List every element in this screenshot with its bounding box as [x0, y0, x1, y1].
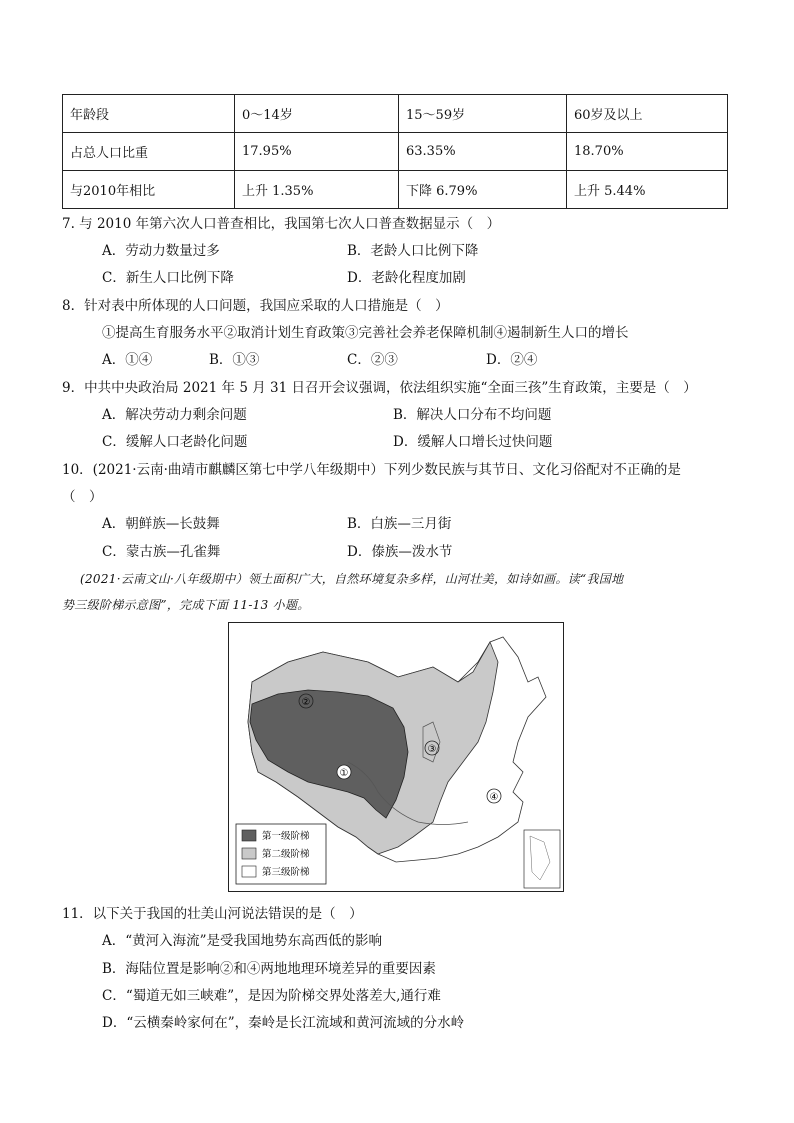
- option-d: D．②④: [486, 352, 538, 368]
- option-b: B．海陆位置是影响②和④两地地理环境差异的重要因素: [102, 961, 436, 977]
- svg-text:第三级阶梯: 第三级阶梯: [262, 867, 310, 878]
- option-a: A．朝鲜族—长鼓舞: [102, 516, 220, 532]
- svg-text:①: ①: [339, 768, 349, 779]
- table-cell: 18.70%: [567, 133, 728, 171]
- table-cell: 年龄段: [63, 95, 235, 133]
- intro-line-1: (2021·云南文山·八年级期中）领土面积广大，自然环境复杂多样，山河壮美，如诗如画。读“我国地: [80, 572, 624, 586]
- table-cell: 上升 5.44%: [567, 171, 728, 209]
- table-row: [63, 171, 728, 209]
- table-cell: 上升 1.35%: [235, 171, 399, 209]
- option-a: A．解决劳动力剩余问题: [102, 407, 247, 423]
- svg-text:第二级阶梯: 第二级阶梯: [262, 849, 310, 860]
- table-row: [63, 133, 728, 171]
- option-d: D．老龄化程度加剧: [347, 270, 466, 286]
- option-a: A．“黄河入海流”是受我国地势东高西低的影响: [102, 933, 383, 949]
- table-cell: 0～14岁: [235, 95, 399, 133]
- option-c: C．蒙古族—孔雀舞: [102, 544, 221, 560]
- svg-text:③: ③: [427, 744, 437, 755]
- option-c: C．新生人口比例下降: [102, 270, 234, 286]
- question-8-statements: ①提高生育服务水平②取消计划生育政策③完善社会养老保障机制④遏制新生人口的增长: [102, 325, 629, 341]
- table-row: [63, 95, 728, 133]
- svg-text:②: ②: [301, 697, 311, 708]
- option-c: C．“蜀道无如三峡难”，是因为阶梯交界处落差大,通行难: [102, 988, 441, 1004]
- question-7-stem: 7. 与 2010 年第六次人口普查相比，我国第七次人口普查数据显示（ ）: [62, 216, 501, 232]
- option-d: D．“云横秦岭家何在”，秦岭是长江流域和黄河流域的分水岭: [102, 1015, 465, 1031]
- option-a: A．①④: [102, 352, 153, 368]
- table-cell: 15～59岁: [399, 95, 567, 133]
- table-cell: 与2010年相比: [63, 171, 235, 209]
- table-cell: 63.35%: [399, 133, 567, 171]
- option-b: B．白族—三月街: [347, 516, 452, 532]
- option-d: D．傣族—泼水节: [347, 544, 453, 560]
- table-cell: 17.95%: [235, 133, 399, 171]
- option-c: C．②③: [347, 352, 398, 368]
- south-china-sea-inset: [524, 830, 560, 888]
- marker-1: [337, 765, 351, 779]
- question-10-stem: 10．(2021·云南·曲靖市麒麟区第七中学八年级期中）下列少数民族与其节日、文化习俗配对不正确的是: [62, 462, 681, 478]
- option-b: B．①③: [209, 352, 260, 368]
- option-a: A．劳动力数量过多: [102, 243, 220, 259]
- map-legend: [236, 824, 326, 884]
- option-d: D．缓解人口增长过快问题: [393, 434, 553, 450]
- option-b: B．老龄人口比例下降: [347, 243, 479, 259]
- question-9-stem: 9．中共中央政治局 2021 年 5 月 31 日召开会议强调，依法组织实施“全面三孩”生育政策，主要是（ ）: [62, 380, 697, 396]
- question-10-stem-cont: （ ）: [62, 489, 103, 505]
- option-c: C．缓解人口老龄化问题: [102, 434, 248, 450]
- intro-line-2: 势三级阶梯示意图”，完成下面 11-13 小题。: [62, 598, 310, 612]
- question-11-stem: 11．以下关于我国的壮美山河说法错误的是（ ）: [62, 906, 363, 922]
- option-b: B．解决人口分布不均问题: [393, 407, 552, 423]
- question-8-stem: 8．针对表中所体现的人口问题，我国应采取的人口措施是（ ）: [62, 298, 449, 314]
- table-cell: 下降 6.79%: [399, 171, 567, 209]
- svg-text:④: ④: [489, 792, 499, 803]
- population-table: [62, 94, 728, 209]
- svg-text:第一级阶梯: 第一级阶梯: [262, 831, 310, 842]
- terrain-steps-map: [228, 622, 564, 892]
- table-cell: 60岁及以上: [567, 95, 728, 133]
- table-cell: 占总人口比重: [63, 133, 235, 171]
